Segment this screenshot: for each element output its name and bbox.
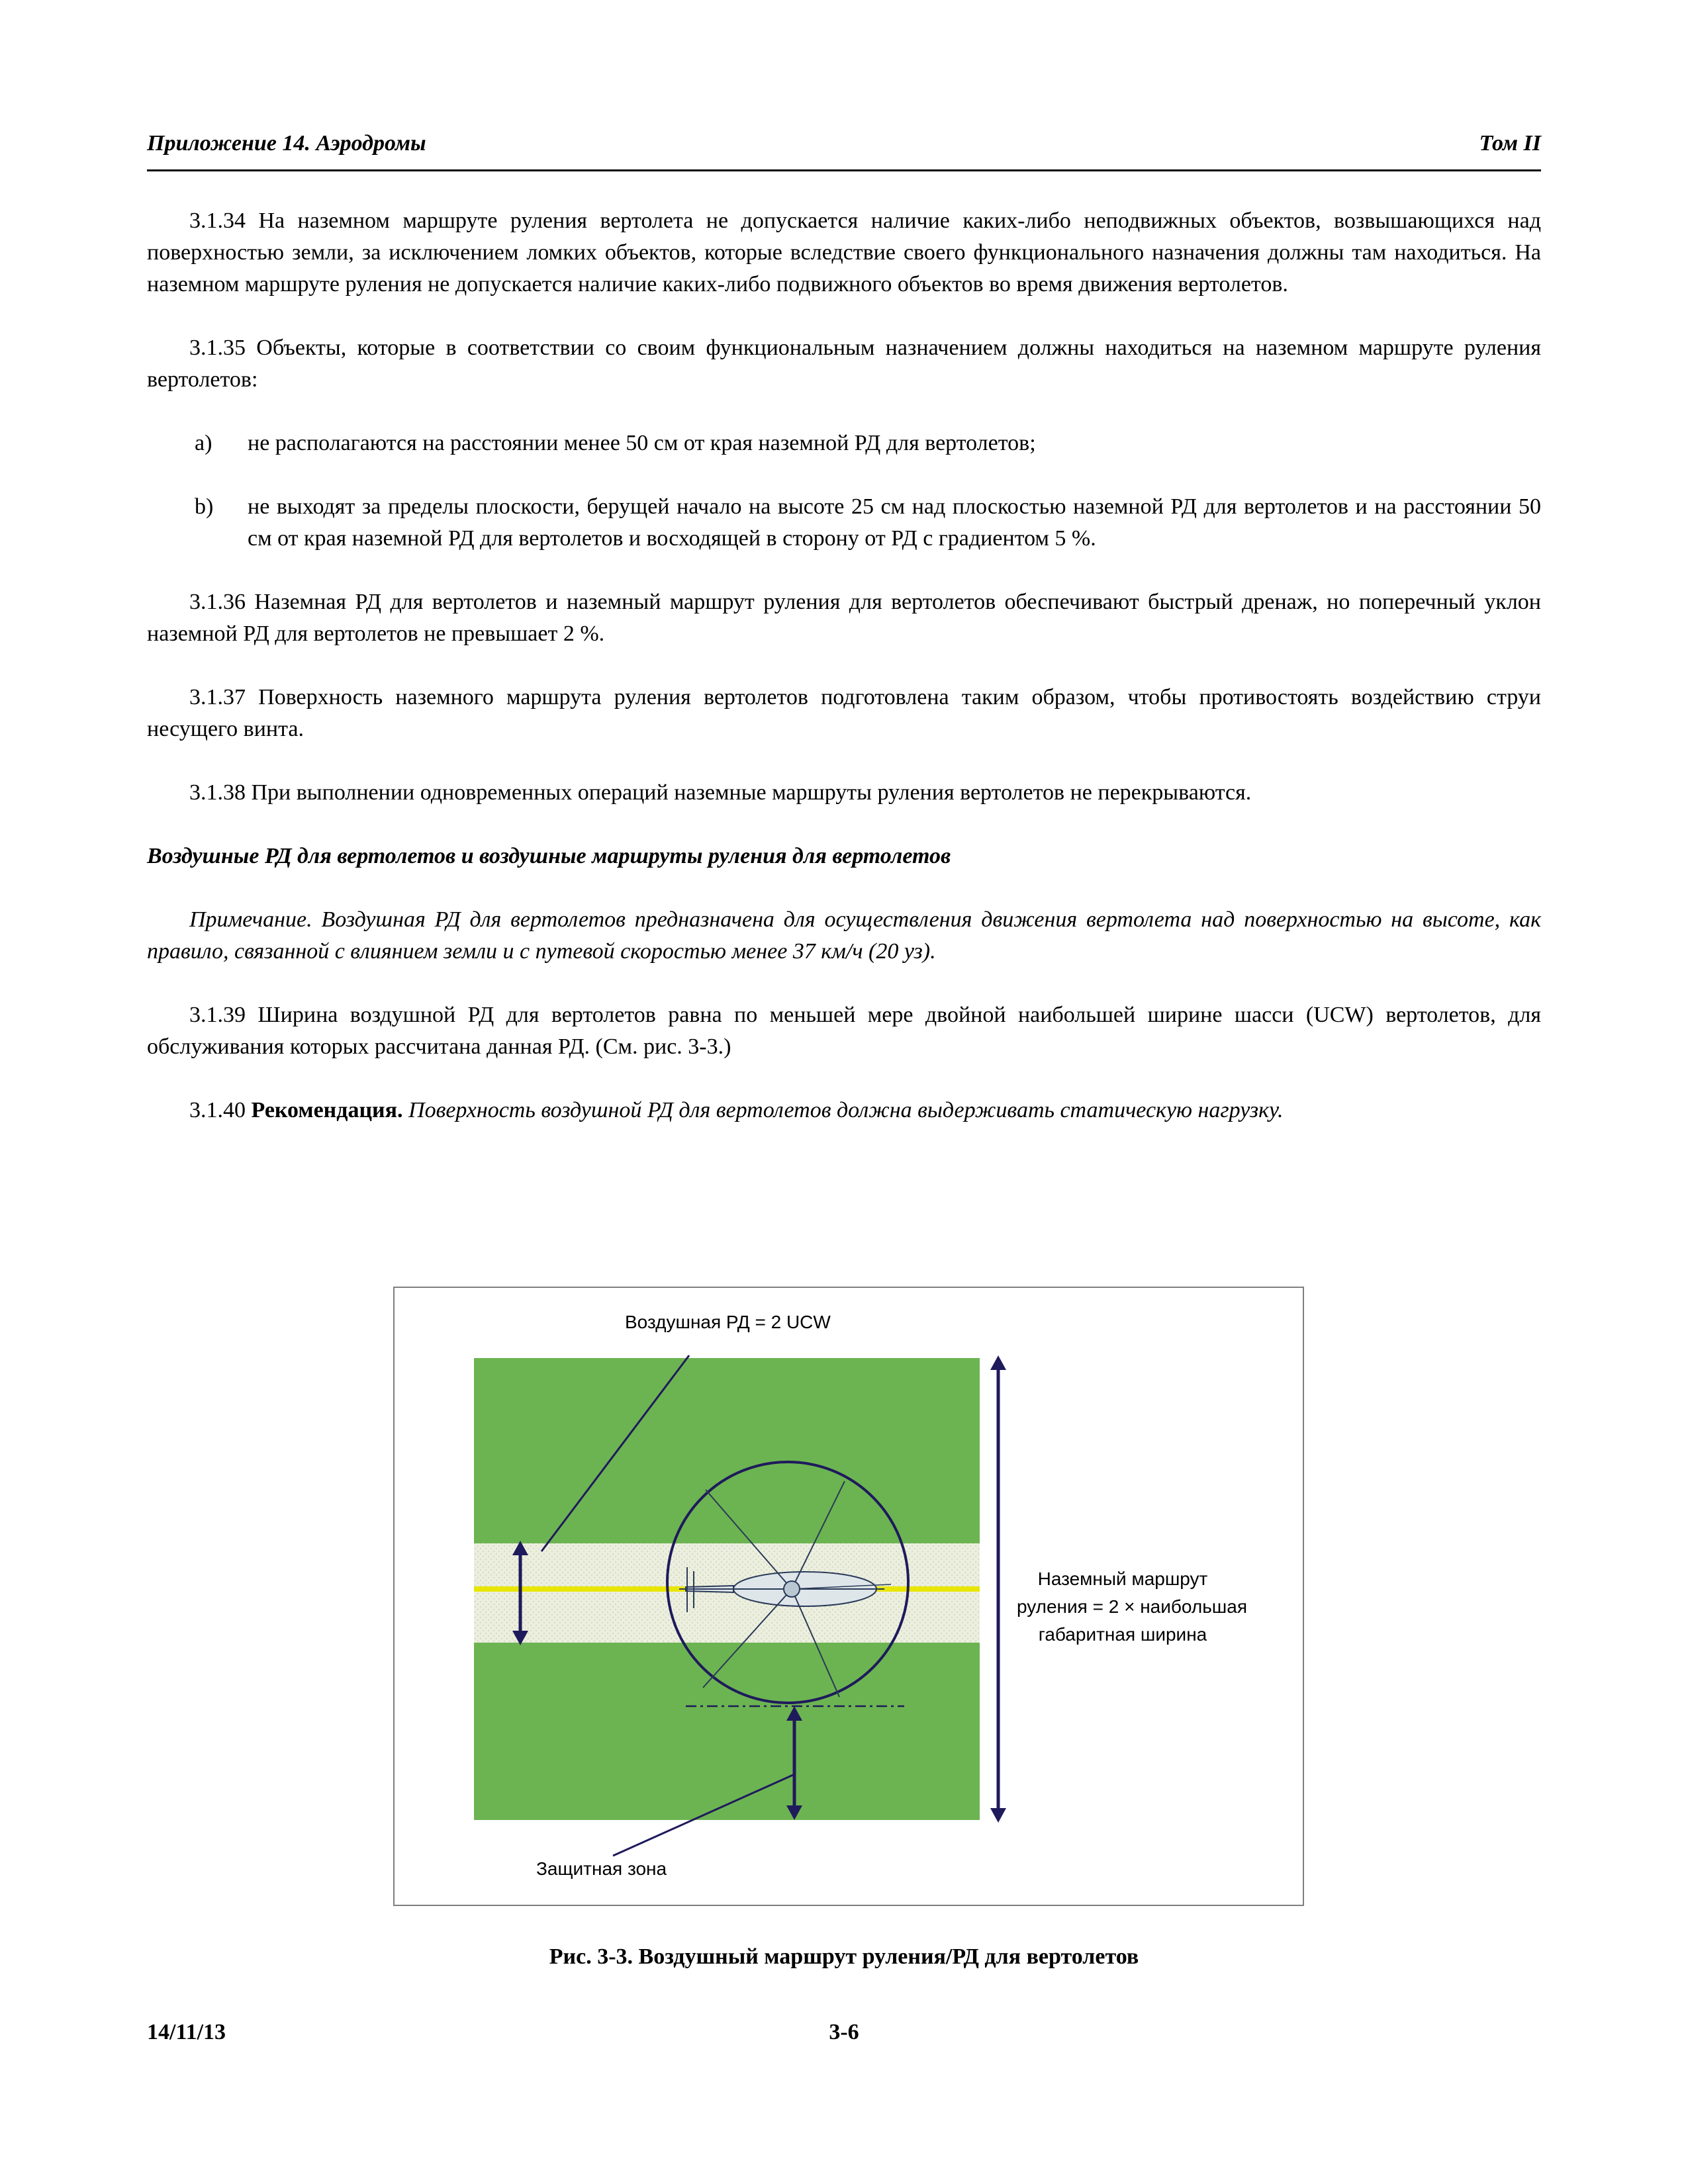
paragraph-3-1-38: 3.1.38 При выполнении одновременных операций наземные маршруты руления вертолетов не перекрываются. [189, 780, 1252, 805]
label-ground-route-line-2: руления = 2 × наибольшая [1017, 1596, 1248, 1617]
paragraph-3-1-34: 3.1.34 На наземном маршруте руления вертолета не допускается наличие каких-либо неподвижных объектов, возвышающихся над поверхностью земли, за исключением ломких объектов, которые вследствие своего функционального назначения должны там находиться. На наземном маршруте руления не допускается наличие каких-либо подвижного объектов во время движения вертолетов. [147, 208, 1541, 296]
list-marker: b) [195, 494, 214, 519]
paragraph-3-1-37: 3.1.37 Поверхность наземного маршрута руления вертолетов подготовлена таким образом, чтобы противостоять воздействию струи несущего винта. [147, 685, 1541, 741]
running-header-title: Приложение 14. Аэродромы [147, 131, 426, 156]
label-ground-route-line-3: габаритная ширина [1038, 1624, 1207, 1645]
list-item-b [147, 491, 1541, 555]
section-heading: Воздушные РД для вертолетов и воздушные маршруты руления для вертолетов [147, 844, 951, 868]
paragraph-3-1-40 [147, 1095, 1541, 1126]
list-item-text: не выходят за пределы плоскости, берущей начало на высоте 25 см над плоскостью наземной РД для вертолетов и на расстоянии 50 см от края наземной РД для вертолетов и восходящей в сторону от РД с градиентом 5 %. [248, 494, 1541, 551]
figure-caption: Рис. 3-3. Воздушный маршрут руления/РД для вертолетов [549, 1944, 1139, 1969]
paragraph-number: 3.1.40 [189, 1098, 252, 1122]
document-body [147, 205, 1541, 1158]
air-taxiway-strip [474, 1543, 980, 1643]
header-rule [147, 169, 1541, 171]
figure-3-3 [393, 1287, 1304, 1906]
label-air-taxiway: Воздушная РД = 2 UCW [625, 1312, 831, 1332]
ground-route-width-arrow [990, 1355, 1006, 1823]
running-header-volume: Том II [1479, 131, 1541, 156]
label-ground-route-line-1: Наземный маршрут [1037, 1569, 1208, 1589]
footer-page-number: 3-6 [829, 2020, 859, 2044]
list-marker: a) [195, 431, 212, 455]
paragraph-3-1-35: 3.1.35 Объекты, которые в соответствии со своим функциональным назначением должны находиться на наземном маршруте руления вертолетов: [147, 336, 1541, 392]
paragraph-3-1-36: 3.1.36 Наземная РД для вертолетов и наземный маршрут руления для вертолетов обеспечивают быстрый дренаж, но поперечный уклон наземной РД для вертолетов не превышает 2 %. [147, 590, 1541, 646]
list-item-text: не располагаются на расстоянии менее 50 см от края наземной РД для вертолетов; [248, 431, 1036, 455]
note-paragraph: Примечание. Воздушная РД для вертолетов предназначена для осуществления движения вертолета над поверхностью на высоте, как правило, связанной с влиянием земли и с путевой скоростью менее 37 км/ч (20 уз). [147, 907, 1541, 964]
list-item-a [147, 428, 1541, 459]
paragraph-3-1-39: 3.1.39 Ширина воздушной РД для вертолетов равна по меньшей мере двойной наибольшей ширине шасси (UCW) вертолетов, для обслуживания которых рассчитана данная РД. (См. рис. 3-3.) [147, 1003, 1541, 1059]
recommendation-text: Поверхность воздушной РД для вертолетов должна выдерживать статическую нагрузку. [402, 1098, 1284, 1122]
label-protection-zone: Защитная зона [536, 1858, 667, 1879]
footer-date: 14/11/13 [147, 2020, 226, 2044]
recommendation-label: Рекомендация. [251, 1098, 403, 1122]
